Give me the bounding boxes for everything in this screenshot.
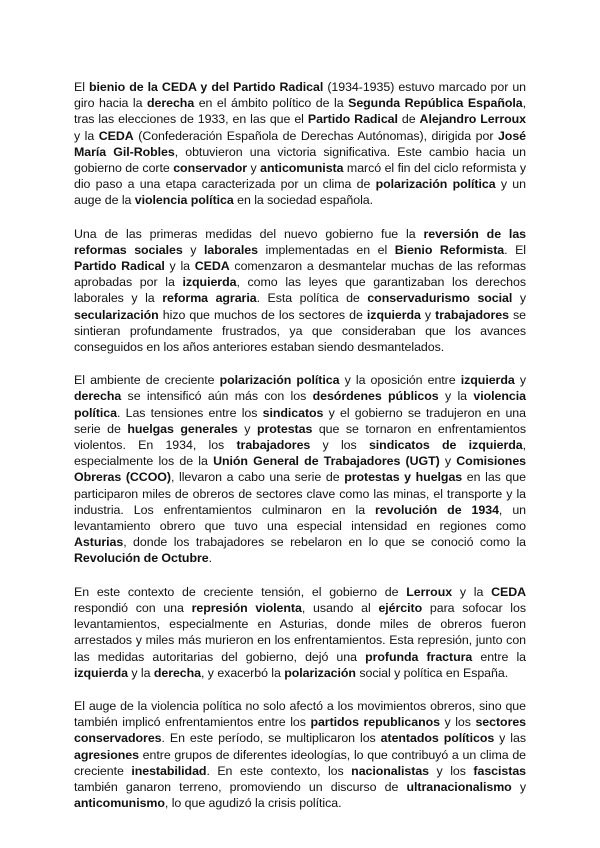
bold-text-run: atentados políticos [380, 731, 495, 746]
bold-text-run: Partido Radical [307, 112, 398, 127]
bold-text-run: violencia política [134, 193, 234, 208]
bold-text-run: izquierda [366, 307, 421, 322]
bold-text-run: reforma agraria [162, 291, 257, 306]
text-run: y [439, 454, 457, 469]
bold-text-run: CEDA [491, 584, 526, 599]
paragraph-3 [74, 372, 526, 566]
bold-text-run: izquierda [74, 665, 128, 680]
bold-text-run: Bienio Reformista [394, 242, 505, 257]
text-run: en las que participaron miles de obreros de sectores clave como las minas, el transporte y la industria. Los enfrentamientos culminaron en la [74, 470, 526, 517]
text-run: . Esta política de [256, 291, 368, 306]
text-run: implementadas en el [257, 242, 395, 257]
bold-text-run: derecha [74, 389, 122, 404]
bold-text-run: represión violenta [191, 600, 302, 615]
bold-text-run: huelgas generales [127, 421, 238, 436]
text-run: y los [439, 715, 476, 730]
bold-text-run: trabajadores [435, 307, 509, 322]
text-run: de [397, 112, 420, 127]
text-run: y [182, 242, 204, 257]
text-run: y [237, 421, 257, 436]
bold-text-run: trabajadores [236, 438, 311, 453]
bold-text-run: derecha [153, 665, 202, 680]
bold-text-run: Partido Radical [74, 259, 165, 274]
text-run: en la sociedad española. [233, 193, 374, 208]
bold-text-run: CEDA [194, 259, 230, 274]
text-run: se sintieran profundamente frustrados, ya que consideraban que los avances conseguidos en los años anteriores estaban siendo desmantelados. [74, 307, 526, 355]
bold-text-run: desórdenes públicos [312, 389, 439, 404]
bold-text-run: Asturias [74, 535, 124, 550]
text-run: y la [452, 584, 492, 599]
text-run: El ambiente de creciente [74, 373, 220, 388]
bold-text-run: derecha [146, 96, 195, 111]
text-run: , donde los trabajadores se rebelaron en lo que se conoció como la [123, 535, 526, 550]
bold-text-run: José María Gil-Robles [74, 128, 526, 159]
text-run: , y exacerbó la [201, 665, 285, 680]
text-run: y la [438, 389, 474, 404]
text-run: . En este período, se multiplicaron los [161, 731, 381, 746]
text-run: (1934-1935) estuvo marcado por un giro hacia la [74, 80, 527, 111]
bold-text-run: polarización [284, 665, 356, 680]
bold-text-run: anticomunista [260, 161, 344, 176]
text-run: , especialmente los de la [74, 438, 527, 469]
text-run: hizo que muchos de los sectores de [158, 307, 367, 322]
text-run: y [420, 307, 436, 322]
text-run: . [208, 551, 212, 566]
text-run: y los [310, 438, 369, 453]
bold-text-run: bienio de la CEDA y del Partido Radical [88, 80, 324, 94]
text-run: marcó el fin del ciclo reformista y dio paso a una etapa caracterizada por un clima de [74, 161, 527, 192]
paragraph-4 [74, 584, 526, 681]
text-run: entre la [472, 649, 527, 664]
bold-text-run: Unión General de Trabajadores (UGT) [213, 454, 440, 469]
bold-text-run: fascistas [473, 763, 526, 778]
text-run: y [512, 291, 526, 306]
bold-text-run: sindicatos de izquierda [368, 438, 523, 453]
bold-text-run: Segunda República Española [348, 96, 523, 111]
text-run: se intensificó aún más con los [121, 389, 313, 404]
text-run: y un auge de la [74, 177, 526, 208]
text-run: y la oposición entre [339, 373, 461, 388]
text-run: , usando al [301, 600, 379, 615]
text-run: entre grupos de diferentes ideologías, lo que contribuyó a un clima de creciente [74, 747, 526, 778]
bold-text-run: laborales [203, 242, 258, 257]
text-run: y los [429, 763, 474, 778]
text-run: , obtuvieron una victoria significativa. Este cambio hacia un gobierno de corte [74, 144, 526, 176]
text-run: En este contexto de creciente tensión, el gobierno de [74, 584, 407, 599]
text-run: , como las leyes que garantizaban los derechos laborales y la [74, 275, 526, 306]
text-run: y las [494, 731, 526, 746]
bold-text-run: izquierda [182, 275, 237, 290]
text-run: (Confederación Española de Derechas Autónomas), dirigida por [133, 128, 498, 143]
paragraph-2 [74, 226, 526, 356]
text-run: comenzaron a desmantelar muchas de las reformas aprobadas por la [74, 259, 526, 290]
bold-text-run: Comisiones Obreras (CCOO) [74, 454, 527, 485]
text-run: y la [74, 128, 99, 143]
paragraph-5 [74, 698, 526, 811]
bold-text-run: profunda fractura [365, 649, 473, 664]
text-run: y [247, 161, 261, 176]
text-run: , un levantamiento obrero que tuvo una especial intensidad en regiones como [74, 502, 526, 534]
bold-text-run: izquierda [460, 373, 515, 388]
text-run: . El [504, 242, 527, 257]
text-run: que se tornaron en enfrentamientos violentos. En 1934, los [74, 421, 526, 453]
bold-text-run: protestas [256, 421, 313, 436]
bold-text-run: nacionalistas [351, 763, 430, 778]
bold-text-run: CEDA [98, 128, 134, 143]
bold-text-run: sindicatos [262, 405, 324, 420]
bold-text-run: violencia política [74, 389, 526, 420]
text-run: y la [127, 665, 154, 680]
text-run: social y política en España. [355, 665, 509, 680]
text-run: respondió con una [74, 600, 192, 615]
bold-text-run: Lerroux [406, 584, 453, 599]
bold-text-run: secularización [74, 307, 159, 322]
bold-text-run: Revolución de Octubre [74, 551, 209, 566]
text-run: y la [164, 259, 195, 274]
text-run: El auge de la violencia política no solo afectó a los movimientos obreros, sino que también implicó enfrentamientos entre los [74, 698, 526, 730]
text-run: en el ámbito político de la [194, 96, 349, 111]
bold-text-run: conservador [173, 161, 248, 176]
text-run: también ganaron terreno, promoviendo un discurso de [74, 779, 407, 794]
bold-text-run: agresiones [74, 747, 139, 762]
text-run: , llevaron a cabo una serie de [170, 470, 345, 485]
text-run: , lo que agudizó la crisis política. [164, 796, 342, 811]
text-run: . Las tensiones entre los [116, 405, 263, 420]
document-page [74, 79, 526, 828]
bold-text-run: partidos republicanos [310, 715, 440, 730]
bold-text-run: Alejandro Lerroux [419, 112, 526, 127]
text-run: Una de las primeras medidas del nuevo gobierno fue la [74, 226, 424, 241]
text-run: , tras las elecciones de 1933, en las que el [74, 96, 526, 127]
bold-text-run: ejército [378, 600, 423, 615]
bold-text-run: conservadurismo social [367, 291, 513, 306]
paragraph-1 [74, 79, 526, 209]
text-run: y [511, 779, 526, 794]
bold-text-run: reversión de las reformas sociales [74, 226, 527, 257]
bold-text-run: anticomunismo [74, 796, 165, 811]
bold-text-run: revolución de 1934 [375, 502, 499, 517]
text-run: y [514, 373, 526, 388]
bold-text-run: polarización política [375, 177, 496, 192]
text-run: El [74, 80, 89, 94]
text-run: para sofocar los levantamientos, especialmente en Asturias, donde miles de obreros fueron arrestados y miles más murieron en los enfrentamientos. Esta represión, junto con las medidas autoritarias del gobierno, dejó una [74, 600, 526, 664]
text-run: y el gobierno se tradujeron en una serie de [74, 405, 526, 436]
bold-text-run: ultranacionalismo [406, 779, 512, 794]
bold-text-run: inestabilidad [131, 763, 207, 778]
bold-text-run: polarización política [219, 373, 340, 388]
bold-text-run: sectores conservadores [74, 715, 527, 746]
text-run: . En este contexto, los [206, 763, 352, 778]
bold-text-run: protestas y huelgas [344, 470, 463, 485]
